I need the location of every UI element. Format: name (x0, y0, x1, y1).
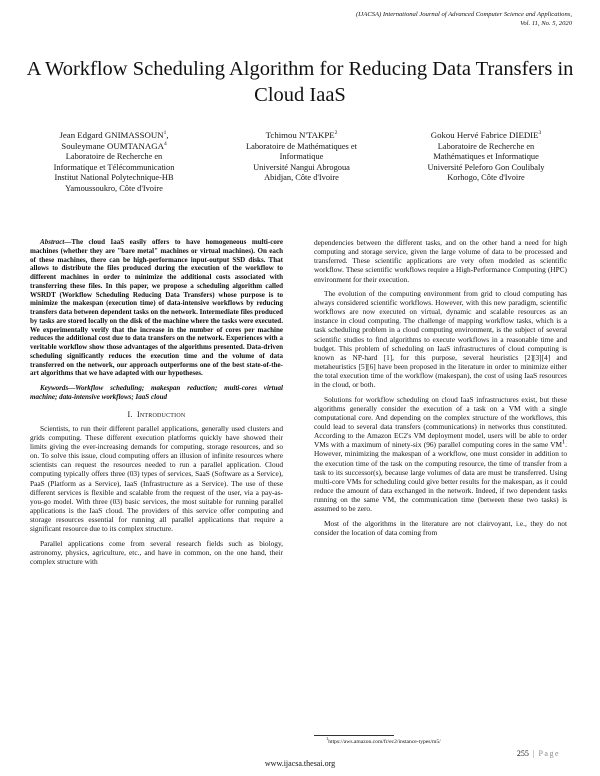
left-column (30, 238, 283, 571)
affiliation-line: Université Peleforo Gon Coulibaly (427, 162, 545, 172)
page-number (517, 749, 560, 758)
journal-header (212, 10, 572, 28)
affiliation-line: Laboratoire de Mathématiques et (246, 141, 357, 151)
body-paragraph: The evolution of the computing environment from grid to cloud computing has always considered scientific workflows. However, with this new paradigm, scientific workflows are now executed on virtual, dynamic and scalable resources as an instance in cloud computing. The challenge of mapping workflow tasks, which is a task scheduling problem in a cloud computing environment, is the subject of several scientific studies to find algorithms to execute workflows in a reasonable time and budget. This problem of scheduling on IaaS infrastructures of cloud computing is known as NP-hard [1], for this purpose, several heuristics [2][3][4] and metaheuristics [5][6] have been proposed in the literature in order to minimize either the total execution time of the workflow (makespan), the cost of using IaaS resources in the cloud, or both. (314, 288, 567, 390)
author-superscript: 1 (163, 130, 167, 137)
author-superscript: 2 (334, 130, 338, 137)
abstract-label: Abstract (40, 238, 65, 246)
right-column (314, 238, 567, 542)
keywords-label: Keywords (40, 384, 69, 392)
page-separator: | (532, 749, 535, 758)
author-name: Jean Edgard GNIMASSOUN (59, 130, 164, 140)
body-paragraph: dependencies between the different tasks, and on the other hand a need for high computing and storage service, given the large volume of data to be processed and transferred. These scientific applications are very often modeled as scientific workflow. These scientific workflows require a High-Performance Computing (HPC) environment for their execution. (314, 238, 567, 284)
affiliation-line: Université Nangui Abrogoua (253, 162, 350, 172)
affiliation-line: Laboratoire de Recherche en (437, 141, 535, 151)
paper-title: A Workflow Scheduling Algorithm for Reducing Data Transfers in Cloud IaaS (26, 58, 574, 106)
footer-url[interactable]: www.ijacsa.thesai.org (264, 759, 336, 768)
journal-name-line: (IJACSA) International Journal of Advanced Computer Science and Applications, (355, 11, 572, 18)
abstract (30, 238, 283, 378)
affiliation-line: Korhogo, Côte d'Ivoire (447, 173, 525, 183)
author-superscript: 4 (163, 140, 167, 147)
author-affiliation-3 (396, 130, 576, 184)
author-name: Tchimou N'TAKPE (265, 130, 335, 140)
affiliation-line: Mathématiques et Informatique (433, 152, 539, 162)
paragraph-text: Solutions for workflow scheduling on cloud IaaS infrastructures exist, but these algorithms generally consider the execution of a task on a VM with a single computational core. And depending on the complex structure of the workflows, this could lead to several data transfers (communications) in networks thus constituted. According to the Amazon EC2's VM deployment model, users will be able to order VMs with a maximum of ninety-six (96) parallel computing cores in the same VM (314, 394, 567, 450)
body-paragraph: Parallel applications come from several research fields such as biology, astronomy, physics, agriculture, etc., and have in common, on the one hand, their complex structure with (30, 538, 283, 566)
abstract-text: —The cloud IaaS easily offers to have homogeneous multi-core machines (whether they are "bare metal" machines or virtual machines). On each of these machines, there can be high-performance input-output SSD disks. That allows to distribute the files produced during the execution of the workflow to different machines in order to minimize the additional costs associated with transferring these files. In this paper, we propose a scheduling algorithm called WSRDT (Workflow Scheduling Reducing Data Transfers) whose purpose is to minimize the makespan (execution time) of data-intensive workflows by reducing transfers data between dependent tasks on the network. Intermediate files produced by tasks are stored locally on the disk of the machine where the tasks were executed. We experimentally verify that the increase in the number of cores per machine reduces the additional cost due to data transfers on the network. Experiences with a veritable workflow show those advantages of the algorithms presented. Data-driven scheduling significantly reduces the execution time and the volume of data transferred on the network, our approach outperforms one of the best state-of-the-art algorithms that we have adapted with our hypotheses. (30, 238, 283, 378)
affiliation-line: Yamoussoukro, Côte d'Ivoire (65, 183, 163, 193)
body-paragraph (314, 395, 567, 514)
author-name: Gokou Hervé Fabrice DIEDIE (430, 130, 539, 140)
affiliation-line: Institut National Polytechnique-HB (54, 173, 174, 183)
author-superscript: 3 (538, 130, 542, 137)
paragraph-text: . However, minimizing the makespan of a workflow, one must consider in addition to the execution time of the task on the computing resource, the time of transfer from a task to its successor(s), because large volumes of data are must be transferred. Using multi-core VMs for scheduling could give better results for the makespan, as it could reduce the amount of data exchanged in the network. Indeed, if two dependent tasks running on the same VM, the communication time (between these two tasks) is assumed to be zero. (314, 440, 567, 514)
footnote (326, 736, 441, 746)
section-number: I. (127, 409, 133, 419)
footnote-number: 1 (326, 736, 329, 742)
body-paragraph: Most of the algorithms in the literature are not clairvoyant, i.e., they do not consider the location of data coming from (314, 518, 567, 537)
affiliation-line: Informatique et Télécommunication (53, 162, 175, 172)
affiliation-line: Informatique (279, 152, 324, 162)
affiliation-line: Abidjan, Côte d'Ivoire (264, 173, 339, 183)
section-heading-introduction (30, 410, 283, 419)
page-word: Page (538, 749, 560, 758)
page-number-value: 255 (516, 749, 529, 758)
section-title: Introduction (137, 409, 186, 419)
affiliation-line: Laboratoire de Recherche en (65, 152, 163, 162)
body-paragraph: Scientists, to run their different parallel applications, generally used clusters and grids computing. These different execution platforms quickly have showed their limits giving the ever-increasing demands for computing, storage resources, and so on. To solve this issue, cloud computing offers an illusion of infinite resources where scientists can request the resources needed to run a parallel application. Cloud computing typically offers three (03) types of services, SaaS (Software as a Service), PaaS (Platform as a Service), IaaS (Infrastructure as a Service). The use of these different services is flexible and scalable from the request of the user, via a pay-as-you-go model. With three (03) basic services, the most suitable for running parallel applications is the IaaS cloud. The providers of this service offer computing and storage resources essential for running all parallel applications that require a significant resource due to its complex structure. (30, 423, 283, 534)
keywords (30, 384, 283, 402)
author-affiliation-2 (214, 130, 389, 184)
footnote-marker: 1 (562, 439, 566, 446)
author-affiliation-1: Jean Edgard GNIMASSOUN$^1$, Souleymane OUMTANAGA$^4$ Laboratoire de Recherche en Informatique et Télécommunication Institut National Polytechnique-HB Yamoussoukro, Côte d'Ivoire (24, 130, 204, 195)
footnote-link[interactable]: https://aws.amazon.com/fr/ec2/instance-types/m5/ (328, 739, 441, 745)
author-block (24, 130, 576, 210)
author-name: Souleymane OUMTANAGA (61, 140, 164, 151)
journal-volume-line: Vol. 11, No. 5, 2020 (520, 20, 572, 27)
keywords-text: —Workflow scheduling; makespan reduction; multi-cores virtual machine; data-intensive workflows; IaaS cloud (30, 384, 283, 401)
